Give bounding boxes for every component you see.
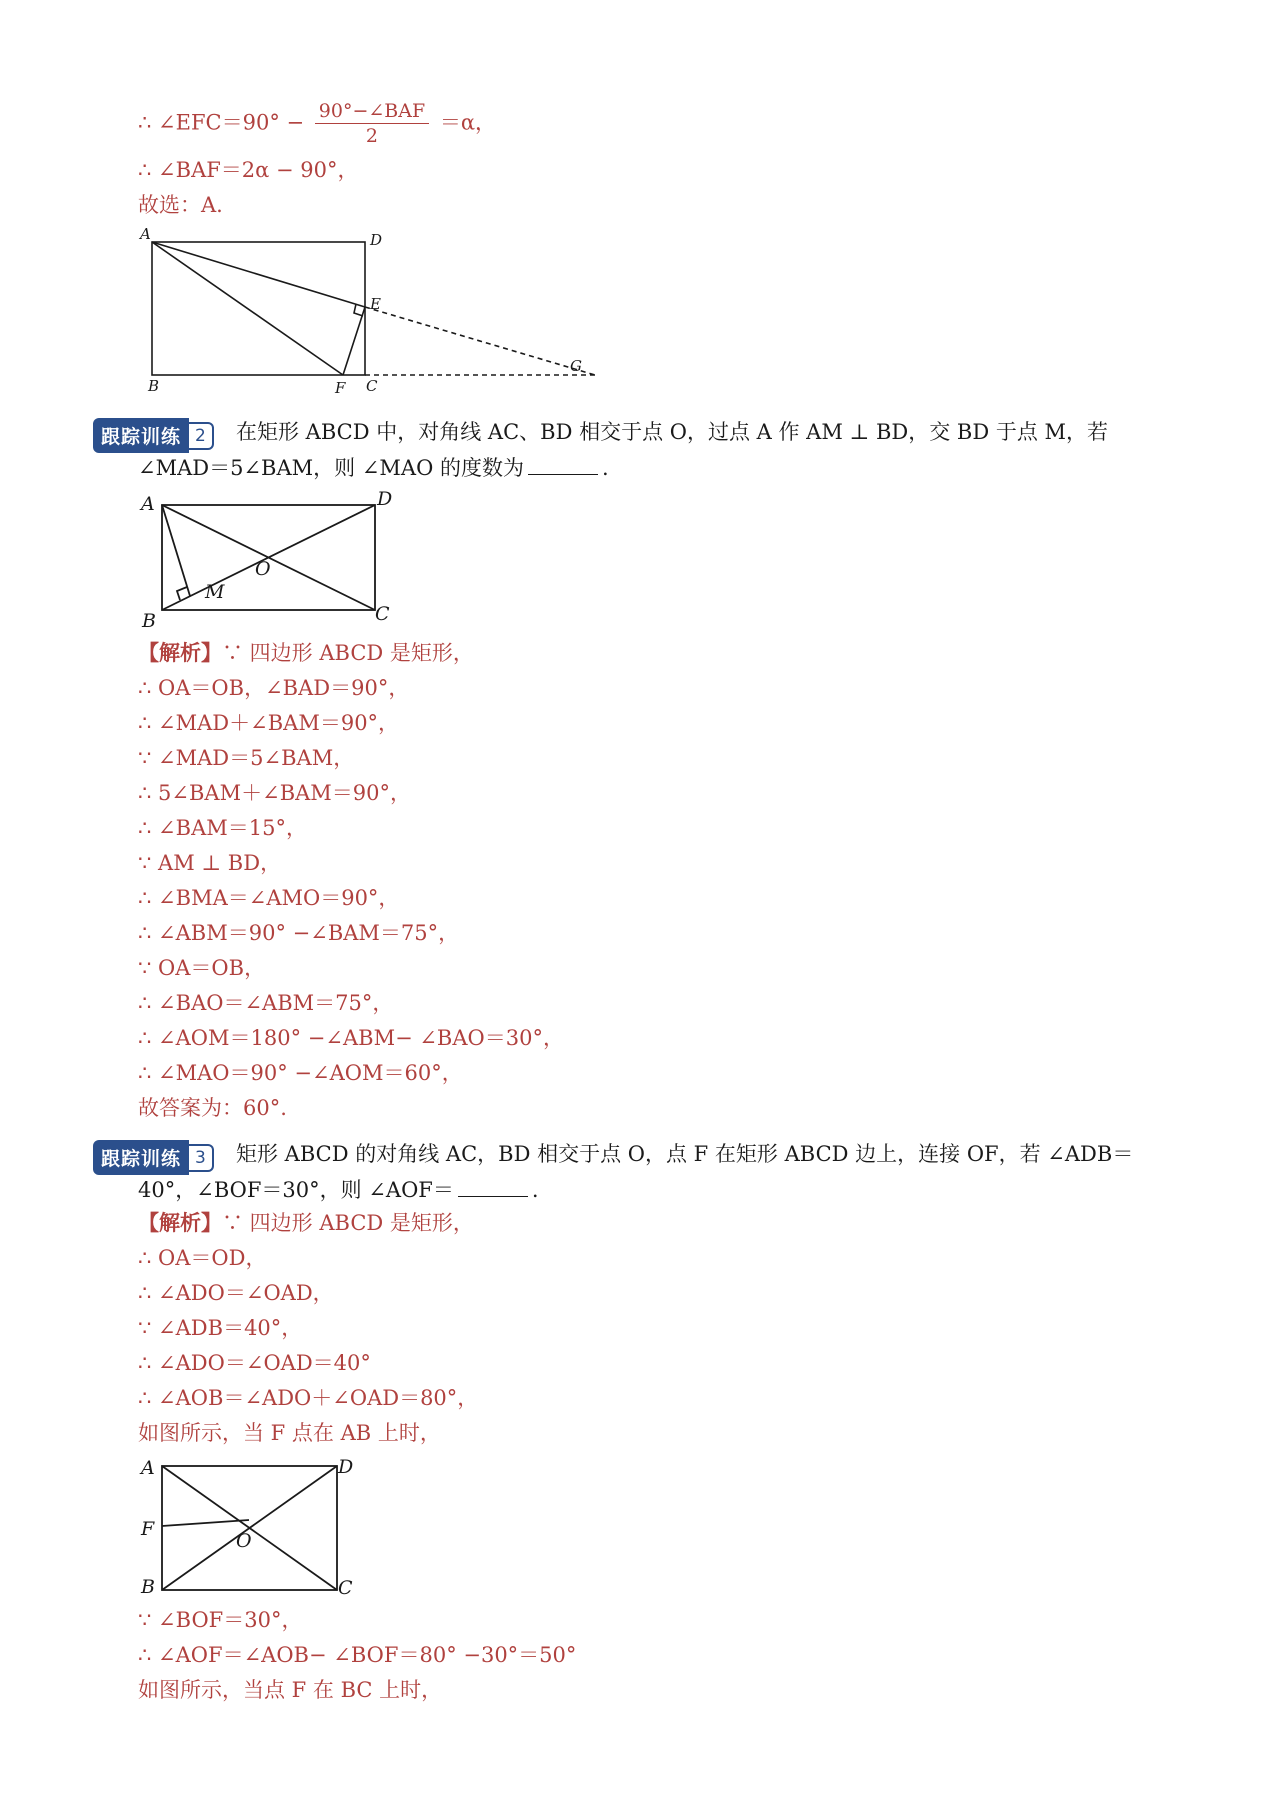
analysis-tag: 【解析】	[138, 1211, 222, 1235]
q2-solution-line: ∴ ∠AOM＝180° −∠ABM− ∠BAO＝30°，	[138, 1026, 564, 1050]
answer-blank	[528, 474, 598, 475]
q3-text-line1: 矩形 ABCD 的对角线 AC，BD 相交于点 O，点 F 在矩形 ABCD 边上，连接 OF，若 ∠ADB＝	[236, 1142, 1134, 1166]
q2-question: ∠MAD＝5∠BAM，则 ∠MAO 的度数为	[138, 456, 524, 480]
q2-solution-line: ∴ ∠ABM＝90° −∠BAM＝75°，	[138, 921, 460, 945]
fig2-label-d: D	[377, 490, 393, 510]
fig2-label-b: B	[142, 610, 156, 630]
figure-rectangle-diagonals-m	[135, 490, 405, 630]
q2-answer: 故答案为：60°.	[138, 1096, 287, 1120]
q2-solution-line: ∴ ∠BAO＝∠ABM＝75°，	[138, 991, 394, 1015]
q3-solution-line: 如图所示，当 F 点在 AB 上时，	[138, 1421, 441, 1445]
figure-rectangle-diagonals-f	[135, 1452, 365, 1602]
q3-solution-line: ∴ OA＝OD，	[138, 1246, 267, 1270]
fig2-label-o: O	[255, 558, 271, 580]
badge-label: 跟踪训练	[93, 1140, 189, 1175]
fig3-label-f: F	[141, 1518, 155, 1540]
q3-question: 40°，∠BOF＝30°，则 ∠AOF＝	[138, 1178, 454, 1202]
q3-solution-line: ∴ ∠ADO＝∠OAD，	[138, 1281, 334, 1305]
tracking-training-badge-3	[93, 1140, 214, 1175]
fraction-numerator: 90°−∠BAF	[315, 102, 429, 124]
q2-text-line2	[138, 458, 609, 479]
q3-solution-line: ∴ ∠AOB＝∠ADO＋∠OAD＝80°，	[138, 1386, 479, 1410]
q2-solution-line: ∴ 5∠BAM＋∠BAM＝90°，	[138, 781, 412, 805]
q3-solution2-line: ∵ ∠BOF＝30°，	[138, 1608, 303, 1632]
fig2-label-c: C	[375, 603, 390, 625]
fig1-label-g: G	[570, 357, 582, 375]
fig1-label-b: B	[148, 377, 160, 395]
q3-solution2-line: ∴ ∠AOF＝∠AOB− ∠BOF＝80° −30°＝50°	[138, 1643, 577, 1667]
fig3-label-o: O	[236, 1530, 252, 1552]
q2-text-line1: 在矩形 ABCD 中，对角线 AC、BD 相交于点 O，过点 A 作 AM ⊥ BD，交 BD 于点 M，若	[236, 420, 1109, 444]
fig1-label-a: A	[140, 225, 151, 243]
fig3-label-a: A	[141, 1457, 155, 1479]
q2-period: .	[602, 456, 609, 480]
analysis-text: ∵ 四边形 ABCD 是矩形，	[222, 1211, 474, 1235]
fig1-label-e: E	[370, 295, 381, 313]
q2-solution-line: ∴ ∠MAD＋∠BAM＝90°，	[138, 711, 400, 735]
fraction-denominator: 2	[365, 125, 379, 147]
solution-line-baf: ∴ ∠BAF＝2α − 90°，	[138, 158, 359, 182]
analysis-text: ∵ 四边形 ABCD 是矩形，	[222, 641, 474, 665]
badge-label: 跟踪训练	[93, 418, 189, 453]
q3-text-line2	[138, 1180, 539, 1201]
q2-solution-line: ∴ OA＝OB，∠BAD＝90°，	[138, 676, 410, 700]
fig2-label-a: A	[141, 493, 155, 515]
solution-answer-choice: 故选：A.	[138, 193, 223, 217]
fig3-label-d: D	[338, 1456, 354, 1478]
solution-line-efc	[138, 102, 496, 146]
efc-fraction	[315, 102, 429, 146]
q2-solution-line: ∵ OA＝OB，	[138, 956, 266, 980]
fig1-label-c: C	[366, 377, 378, 395]
badge-number: 2	[189, 422, 214, 450]
fig1-label-d: D	[370, 231, 383, 249]
fig2-label-m: M	[205, 581, 225, 603]
efc-prefix: ∴ ∠EFC＝90° −	[138, 110, 305, 135]
q3-analysis-line-0	[138, 1213, 474, 1234]
tracking-training-badge-2	[93, 418, 214, 453]
figure-rectangle-fold	[130, 225, 610, 395]
fig3-label-c: C	[338, 1577, 353, 1599]
q3-solution-line: ∴ ∠ADO＝∠OAD＝40°	[138, 1351, 371, 1375]
analysis-tag: 【解析】	[138, 641, 222, 665]
q3-solution-line: ∵ ∠ADB＝40°，	[138, 1316, 303, 1340]
q2-solution-line: ∵ ∠MAD＝5∠BAM，	[138, 746, 355, 770]
q3-solution2-line: 如图所示，当点 F 在 BC 上时，	[138, 1678, 443, 1702]
q2-analysis-line-0	[138, 643, 474, 664]
q2-solution-line: ∴ ∠BAM＝15°，	[138, 816, 307, 840]
q3-period: .	[531, 1178, 539, 1202]
efc-suffix: ＝α，	[439, 110, 497, 135]
fig1-label-f: F	[335, 379, 346, 395]
q2-solution-line: ∵ AM ⊥ BD，	[138, 851, 282, 875]
badge-number: 3	[189, 1144, 214, 1172]
answer-blank	[458, 1196, 528, 1197]
q2-solution-line: ∴ ∠MAO＝90° −∠AOM＝60°，	[138, 1061, 463, 1085]
q2-solution-line: ∴ ∠BMA＝∠AMO＝90°，	[138, 886, 400, 910]
fig3-label-b: B	[141, 1576, 155, 1598]
